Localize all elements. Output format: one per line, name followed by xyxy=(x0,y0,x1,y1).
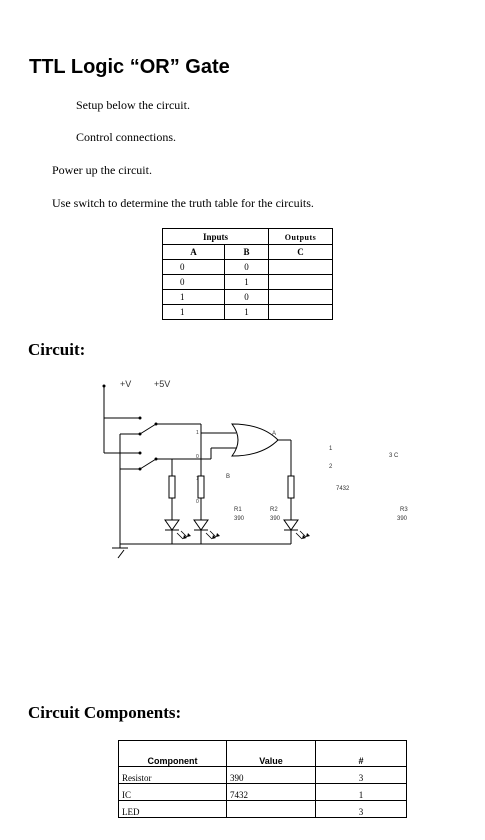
led-light-arrows xyxy=(177,531,306,539)
component-value: 390 xyxy=(227,767,316,784)
label-plus-5v: +5V xyxy=(154,379,171,389)
components-col-component: Component xyxy=(119,741,227,767)
instruction-control: Control connections. xyxy=(76,130,176,144)
terminal-dot xyxy=(103,385,106,388)
table-row xyxy=(119,784,407,801)
label-ic: 7432 xyxy=(336,486,350,492)
truth-cell-b: 0 xyxy=(225,260,269,275)
arrowhead xyxy=(306,533,310,537)
arrowhead xyxy=(187,533,191,537)
switch-label: 0 xyxy=(196,454,199,460)
led-2 xyxy=(194,520,208,530)
label-r1: R1 xyxy=(234,507,242,513)
resistor-r2 xyxy=(198,476,204,498)
label-a: A xyxy=(272,431,277,437)
label-plus-v: +V xyxy=(120,379,132,389)
table-row xyxy=(119,801,407,818)
arrowhead xyxy=(216,533,220,537)
truth-cell-b: 0 xyxy=(225,290,269,305)
truth-table-col-c: C xyxy=(269,245,333,260)
label-b: B xyxy=(226,474,231,480)
components-table xyxy=(118,740,407,818)
switch-label: 0 xyxy=(196,499,199,505)
truth-table-outputs-header: Outputs xyxy=(269,229,333,245)
component-value: 7432 xyxy=(227,784,316,801)
terminal-dot xyxy=(139,452,142,455)
components-col-value: Value xyxy=(227,741,316,767)
label-r2: R2 xyxy=(270,507,278,513)
switch-a-blade xyxy=(140,424,156,434)
component-value xyxy=(227,801,316,818)
instruction-power: Power up the circuit. xyxy=(52,163,152,177)
switch-label: 1 xyxy=(196,476,199,482)
truth-cell-a: 1 xyxy=(163,305,225,320)
arrowhead xyxy=(212,535,216,539)
truth-table-col-b: B xyxy=(225,245,269,260)
terminal-dot xyxy=(155,458,158,461)
component-name: Resistor xyxy=(119,767,227,784)
component-count: 3 xyxy=(316,801,407,818)
truth-table-inputs-header: Inputs xyxy=(163,229,269,245)
table-row xyxy=(119,767,407,784)
label-pin-1: 1 xyxy=(329,446,333,452)
ground-symbol xyxy=(118,550,124,558)
components-heading: Circuit Components: xyxy=(28,703,182,722)
truth-cell-a: 1 xyxy=(163,290,225,305)
instruction-switch: Use switch to determine the truth table for the circuits. xyxy=(52,196,314,210)
instruction-setup: Setup below the circuit. xyxy=(76,98,190,112)
arrowhead xyxy=(302,535,306,539)
switch-b-blade xyxy=(140,459,156,469)
circuit-heading: Circuit: xyxy=(28,340,86,359)
label-pin-2: 2 xyxy=(329,464,333,470)
arrowhead xyxy=(183,535,187,539)
component-count: 1 xyxy=(316,784,407,801)
page-title: TTL Logic “OR” Gate xyxy=(29,56,230,78)
label-r3: R3 xyxy=(400,507,408,513)
label-pin-3c: 3 C xyxy=(389,453,399,459)
resistor-r1 xyxy=(169,476,175,498)
truth-cell-b: 1 xyxy=(225,305,269,320)
terminal-dot xyxy=(155,423,158,426)
label-r2-value: 390 xyxy=(270,516,281,522)
or-gate xyxy=(232,424,278,456)
switch-label: 1 xyxy=(196,430,199,436)
component-name: LED xyxy=(119,801,227,818)
led-1 xyxy=(165,520,179,530)
terminal-dot xyxy=(139,417,142,420)
components-col-count: # xyxy=(316,741,407,767)
component-count: 3 xyxy=(316,767,407,784)
truth-cell-a: 0 xyxy=(163,260,225,275)
terminal-dot xyxy=(139,468,142,471)
truth-table-col-a: A xyxy=(163,245,225,260)
truth-cell-b: 1 xyxy=(225,275,269,290)
led-3 xyxy=(284,520,298,530)
component-name: IC xyxy=(119,784,227,801)
label-r1-value: 390 xyxy=(234,516,245,522)
label-r3-value: 390 xyxy=(397,516,408,522)
truth-cell-a: 0 xyxy=(163,275,225,290)
resistor-r3 xyxy=(288,476,294,498)
terminal-dot xyxy=(139,433,142,436)
